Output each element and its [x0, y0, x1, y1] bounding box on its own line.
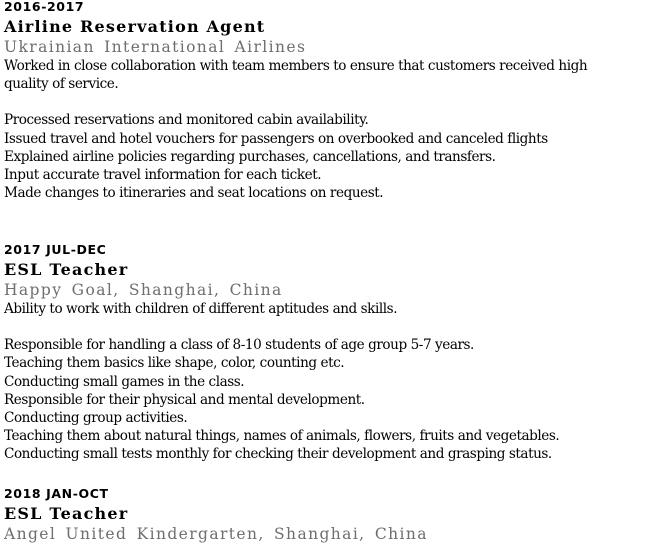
entry-role: Airline Reservation Agent — [4, 17, 266, 36]
entry-date: 2017 JUL-DEC — [4, 242, 107, 257]
duty-item: Conducting small tests monthly for checking their development and grasping status. — [4, 446, 552, 463]
duty-item: Input accurate travel information for each ticket. — [4, 167, 322, 184]
entry-organization: Angel United Kindergarten, Shanghai, China — [4, 525, 428, 543]
duty-item: Teaching them about natural things, names of animals, flowers, fruits and vegetables. — [4, 428, 560, 445]
entry-date: 2016-2017 — [4, 0, 85, 14]
duty-item: Explained airline policies regarding purchases, cancellations, and transfers. — [4, 148, 496, 165]
experience-entry — [4, 0, 659, 202]
entry-role: ESL Teacher — [4, 260, 129, 279]
entry-role: ESL Teacher — [4, 504, 129, 523]
duty-item: Responsible for their physical and mental development. — [4, 391, 365, 408]
entry-duties — [4, 336, 659, 463]
entry-organization: Ukrainian International Airlines — [4, 38, 307, 56]
duty-item: Issued travel and hotel vouchers for passengers on overbooked and canceled flights — [4, 130, 548, 147]
entry-duties — [4, 111, 659, 202]
experience-entry — [4, 243, 659, 464]
duty-item: Conducting group activities. — [4, 410, 188, 427]
duty-item: Processed reservations and monitored cabin availability. — [4, 112, 369, 129]
duty-item: Conducting small games in the class. — [4, 373, 245, 390]
duty-item: Made changes to itineraries and seat locations on request. — [4, 185, 384, 202]
entry-date: 2018 JAN-OCT — [4, 486, 109, 501]
duty-item: Teaching them basics like shape, color, counting etc. — [4, 355, 345, 372]
entry-summary: Ability to work with children of different aptitudes and skills. — [4, 301, 398, 317]
experience-entry — [4, 487, 659, 544]
duty-item: Responsible for handling a class of 8-10 students of age group 5-7 years. — [4, 337, 474, 354]
entry-organization: Happy Goal, Shanghai, China — [4, 281, 283, 299]
entry-summary: Worked in close collaboration with team members to ensure that customers received high quality of service. — [4, 58, 588, 93]
